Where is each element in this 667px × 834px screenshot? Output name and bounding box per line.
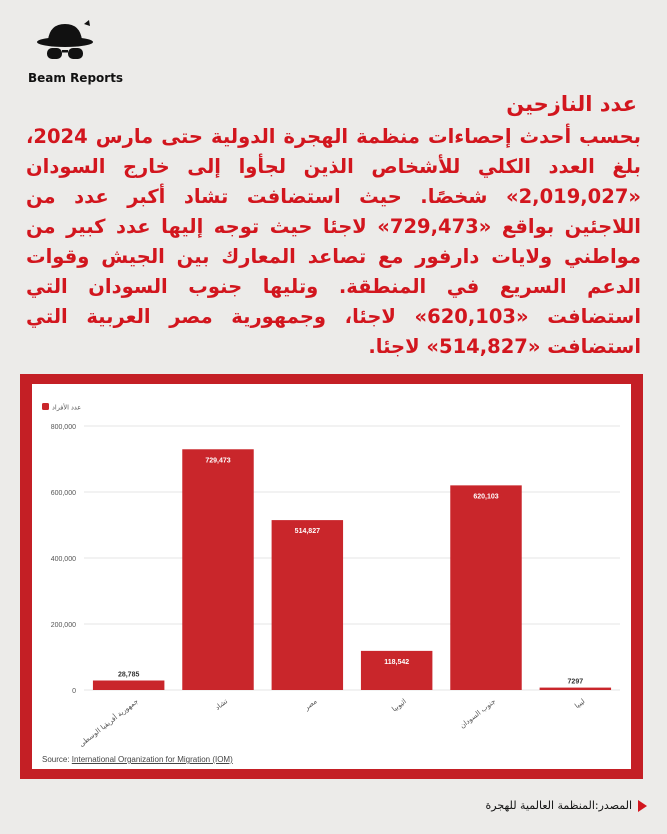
spy-hat-glasses-icon	[34, 18, 96, 64]
bar	[540, 688, 611, 690]
x-tick-label: تشاد	[213, 697, 230, 712]
bar-chart	[32, 384, 631, 769]
x-tick-label: جمهورية أفريقيا الوسطى	[77, 697, 140, 749]
y-tick-label: 600,000	[50, 490, 76, 497]
bar-value-label: 118,542	[384, 658, 410, 666]
x-tick-label: اثيوبيا	[390, 697, 408, 714]
bar	[182, 449, 253, 690]
bar	[450, 485, 521, 690]
body-paragraph: بحسب أحدث إحصاءات منظمة الهجرة الدولية حتى مارس 2024، بلغ العدد الكلي للأشخاص الذين لجأوا إلى خارج السودان «2,019,027» شخصًا. حيث استضافت تشاد أكبر عدد من اللاجئين بواقع «729,473» لاجئا حيث توجه إليها عدد كبير من مواطني ولايات دارفور مع تصاعد المعارك بين الجيش وقوات الدعم السريع في المنطقة. وتليها جنوب السودان التي استضافت «620,103» لاجئا، وجمهورية مصر العربية التي استضافت «514,827» لاجئا.	[26, 125, 642, 358]
brand-logo	[28, 18, 124, 85]
y-tick-label: 0	[72, 688, 76, 695]
footer-source	[486, 799, 647, 812]
x-tick-label: ليبيا	[573, 697, 587, 711]
triangle-bullet-icon	[638, 800, 647, 812]
page-heading: عدد النازحين	[506, 92, 637, 116]
chart-frame	[20, 374, 643, 779]
legend-swatch	[42, 403, 49, 410]
bar	[361, 651, 432, 690]
y-tick-label: 800,000	[50, 424, 76, 431]
bar	[272, 520, 343, 690]
y-tick-label: 200,000	[50, 622, 76, 629]
chart-source-prefix: Source:	[42, 755, 72, 764]
legend-label: عدد الأفراد	[52, 403, 82, 412]
bar-value-label: 7297	[567, 678, 584, 686]
bar-value-label: 729,473	[205, 457, 231, 465]
y-tick-label: 400,000	[50, 556, 76, 563]
chart-source	[42, 755, 233, 764]
brand-name: Beam Reports	[28, 71, 124, 85]
x-tick-label: جنوب السودان	[458, 697, 498, 731]
footer-source-text: المصدر:المنظمة العالمية للهجرة	[485, 799, 632, 812]
x-tick-label: مصر	[302, 697, 319, 713]
bar	[93, 681, 164, 690]
chart-panel	[32, 384, 631, 769]
chart-source-link[interactable]: International Organization for Migration (IOM)	[71, 755, 233, 764]
bar-value-label: 28,785	[117, 671, 140, 679]
bar-value-label: 620,103	[473, 493, 499, 501]
bar-value-label: 514,827	[294, 528, 320, 536]
